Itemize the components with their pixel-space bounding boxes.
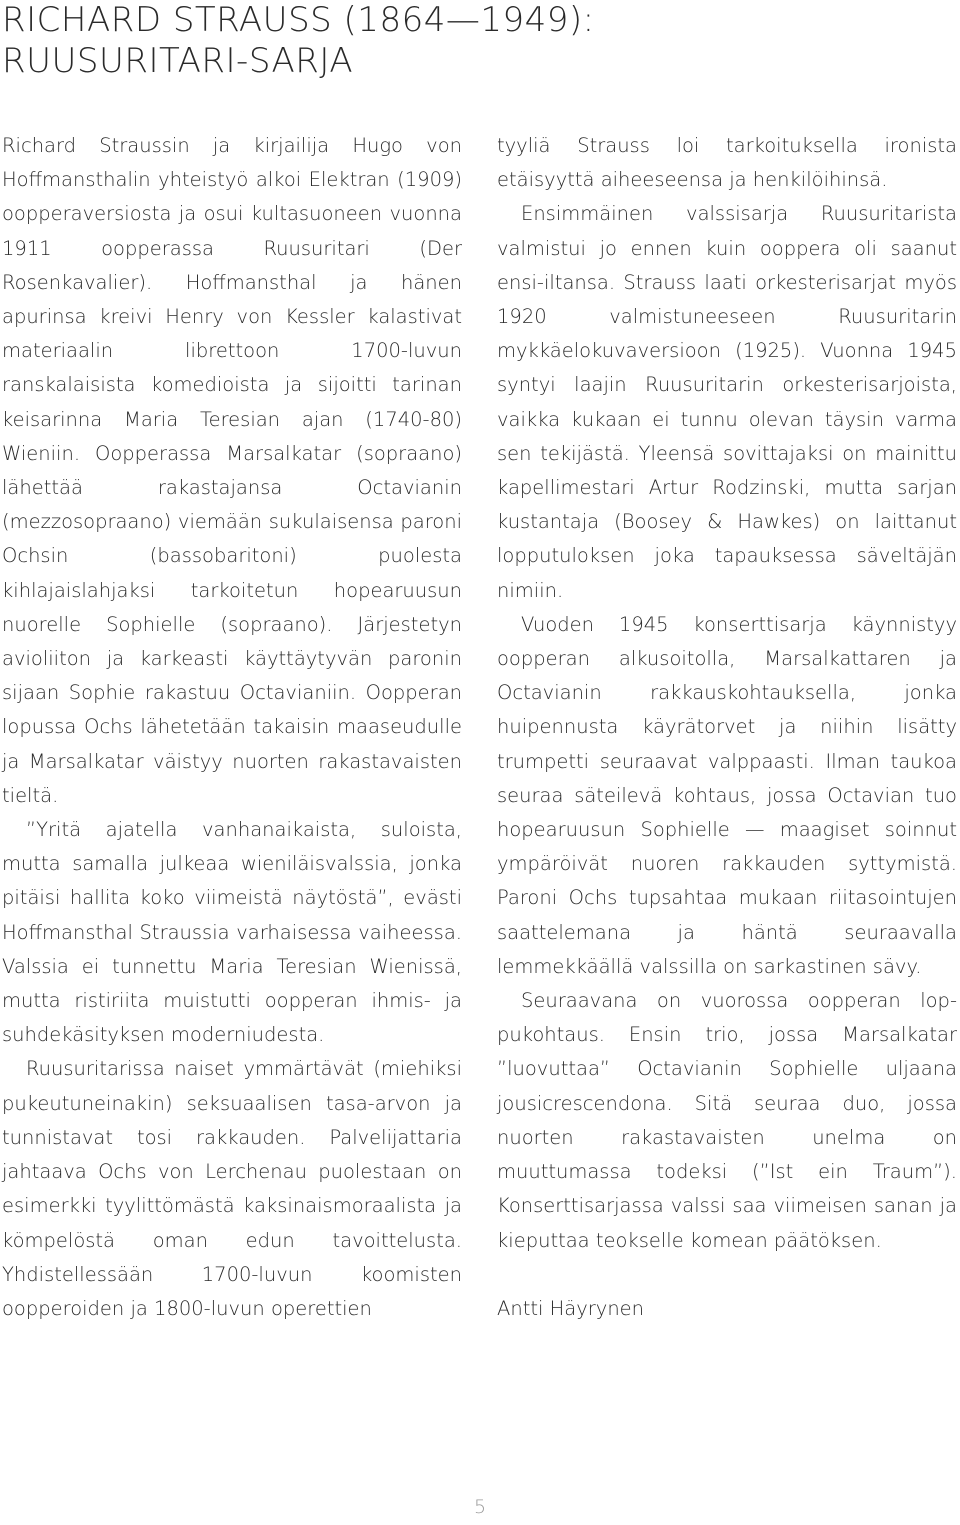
paragraph: Seuraavana on vuorossa oopperan loppukohtaus. Ensin trio, jossa Marsalkatar ”luovuttaa” Octavianin Sophielle uljaana jousicrescendona. Sitä seuraa duo, jossa nuorten rakastavaisten unelma on muuttumassa todeksi (”Ist ein Traum”). Konserttisarjassa valssi saa viimeisen sanan ja kieputtaa teokselle komean päätöksen. xyxy=(497,989,957,1252)
page-number: 5 xyxy=(473,1496,487,1518)
paragraph: Ruusuritarissa naiset ymmärtävät (miehiksi pukeutuneinakin) seksuaalisen tasa-arvon ja tunnistavat tosi rakkauden. Palvelijattaria jahtaava Ochs von Lerchenau puolestaan on esimerkki tyylittömästä kaksinaismoraalista ja kömpelöstä oman edun tavoittelusta. Yhdistellessään 1700-luvun koomisten oopperoiden ja 1800-luvun operettien xyxy=(2,1057,462,1320)
title-line-1: RICHARD STRAUSS (1864—1949): xyxy=(2,0,595,40)
paragraph: Richard Straussin ja kirjailija Hugo von Hoffmansthalin yhteistyö alkoi Elektran (1909) oopperaversiosta ja osui kultasuoneen vuonna 1911 oopperassa Ruusuritari (Der Rosenkavalier). Hoffmansthal ja hänen apurinsa kreivi Henry von Kessler kalastivat materiaalin librettoon 1700-luvun ranskalaisista komedioista ja sijoitti tarinan keisarinna Maria Teresian ajan (1740-80) Wieniin. Oopperassa Marsalkatar (sopraano) lähettää rakastajansa Octavianin (mezzosopraano) viemään sukulaisensa paroni Ochsin (bassobaritoni) puolesta kihlajaislahjaksi tarkoitetun hopearuusun nuorelle Sophielle (sopraano). Järjestetyn avioliiton ja karkeasti käyttäytyvän paronin sijaan Sophie rakastuu Octavianiin. Oopperan lopussa Ochs lähetetään takaisin maaseudulle ja Marsalkatar väistyy nuorten rakastavaisten tieltä. xyxy=(2,134,462,807)
paragraph: tyyliä Strauss loi tarkoituksella ironista etäisyyttä aiheeseensa ja henkilöihinsä. xyxy=(497,134,957,192)
author-signature: Antti Häyrynen xyxy=(497,1296,645,1320)
paragraph: Ensimmäinen valssisarja Ruusuritarista valmistui jo ennen kuin ooppera oli saanut ensi-iltansa. Strauss laati orkesterisarjat myös 1920 valmistuneeseen Ruusuritarin mykkäelokuvaversioon (1925). Vuonna 1945 syntyi laajin Ruusuritarin orkesterisarjoista, vaikka kukaan ei tunnu olevan täysin varma sen tekijästä. Yleensä sovittajaksi on mainittu kapellimestari Artur Rodzinski, mutta sarjan kustantaja (Boosey & Hawkes) on laittanut lopputuloksen joka tapauksessa säveltäjän nimiin. xyxy=(497,202,957,602)
title-line-2: RUUSURITARI-SARJA xyxy=(2,41,354,81)
left-column xyxy=(2,129,462,1326)
right-column xyxy=(497,129,957,1326)
paragraph: Vuoden 1945 konserttisarja käynnistyy oopperan alkusoitolla, Marsalkattaren ja Octavianin rakkauskohtauksella, jonka huipennusta käyrätorvet ja niihin lisätty trumpetti seuraavat valppaasti. Ilman taukoa seuraa säteilevä kohtaus, jossa Octavian tuo hopearuusun Sophielle — maagiset soinnut ympäröivät nuoren rakkauden syttymistä. Paroni Ochs tupsahtaa mukaan riitasointujen saattelemana ja häntä seuraavalla lemmekkäällä valssilla on sarkastinen sävy. xyxy=(497,612,957,978)
page-title xyxy=(2,0,942,82)
paragraph: ”Yritä ajatella vanhanaikaista, suloista, mutta samalla julkeaa wieniläisvalssia, jonka pitäisi hallita koko viimeistä näytöstä”, evästi Hoffmansthal Straussia varhaisessa vaiheessa. Valssia ei tunnettu Maria Teresian Wienissä, mutta ristiriita muistutti oopperan ihmis- ja suhdekäsityksen moderniudesta. xyxy=(2,818,462,1047)
